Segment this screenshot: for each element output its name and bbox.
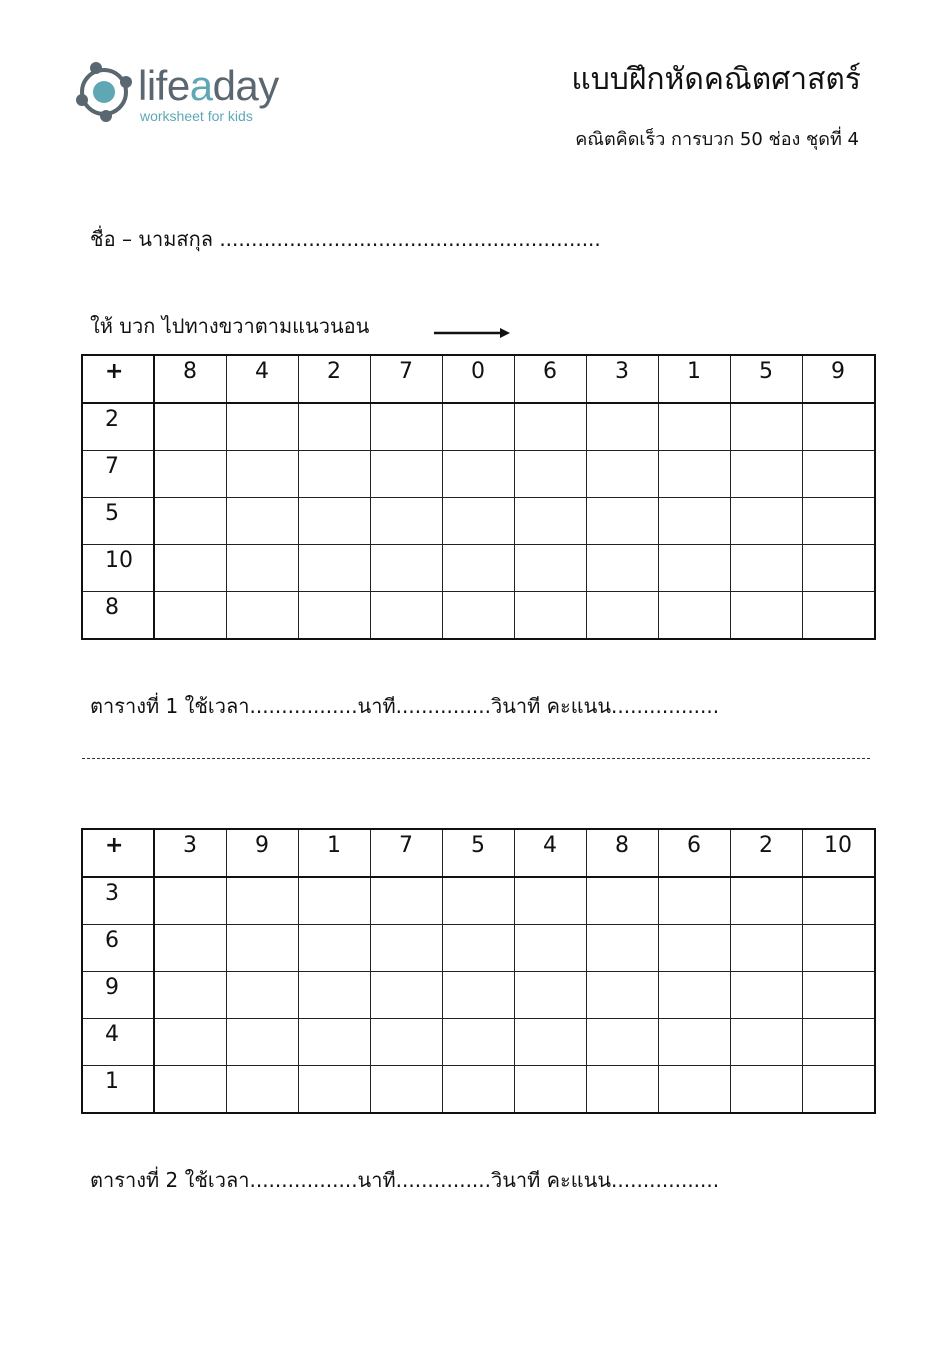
answer-cell[interactable] <box>514 972 586 1019</box>
column-header-cell: 4 <box>226 356 298 404</box>
column-header-cell: 7 <box>370 830 442 878</box>
answer-cell[interactable] <box>514 403 586 451</box>
answer-cell[interactable] <box>586 592 658 639</box>
answer-cell[interactable] <box>154 592 227 639</box>
header-row <box>83 830 875 878</box>
answer-cell[interactable] <box>730 1066 802 1113</box>
answer-cell[interactable] <box>370 925 442 972</box>
answer-cell[interactable] <box>298 592 370 639</box>
column-header-cell: 0 <box>442 356 514 404</box>
answer-cell[interactable] <box>730 545 802 592</box>
answer-cell[interactable] <box>226 1019 298 1066</box>
answer-cell[interactable] <box>658 877 730 925</box>
row-header-cell: 5 <box>83 498 154 545</box>
table-row <box>83 972 875 1019</box>
answer-cell[interactable] <box>586 972 658 1019</box>
answer-cell[interactable] <box>658 592 730 639</box>
answer-cell[interactable] <box>154 1066 227 1113</box>
column-header-cell: 8 <box>586 830 658 878</box>
column-header-cell: 10 <box>802 830 874 878</box>
answer-cell[interactable] <box>658 1066 730 1113</box>
answer-cell[interactable] <box>802 498 874 545</box>
answer-cell[interactable] <box>802 877 874 925</box>
row-header-cell: 6 <box>83 925 154 972</box>
column-header-cell: 4 <box>514 830 586 878</box>
header-row <box>83 356 875 404</box>
row-header-cell: 9 <box>83 972 154 1019</box>
column-header-cell: 9 <box>802 356 874 404</box>
answer-cell[interactable] <box>370 1066 442 1113</box>
operator-cell: + <box>83 356 154 404</box>
answer-cell[interactable] <box>298 451 370 498</box>
answer-cell[interactable] <box>442 592 514 639</box>
answer-cell[interactable] <box>586 1066 658 1113</box>
answer-cell[interactable] <box>154 925 227 972</box>
answer-cell[interactable] <box>802 451 874 498</box>
answer-cell[interactable] <box>226 592 298 639</box>
table-2-score-line[interactable]: ตารางที่ 2 ใช้เวลา.................นาที...............วินาที คะแนน................. <box>90 1168 720 1192</box>
answer-cell[interactable] <box>658 545 730 592</box>
answer-cell[interactable] <box>802 403 874 451</box>
answer-cell[interactable] <box>154 403 227 451</box>
table-row <box>83 545 875 592</box>
answer-cell[interactable] <box>370 451 442 498</box>
answer-cell[interactable] <box>226 498 298 545</box>
answer-cell[interactable] <box>298 403 370 451</box>
answer-cell[interactable] <box>442 972 514 1019</box>
table-row <box>83 498 875 545</box>
table-row <box>83 877 875 925</box>
arrow-right-icon <box>434 325 514 341</box>
answer-cell[interactable] <box>586 498 658 545</box>
answer-cell[interactable] <box>514 1066 586 1113</box>
answer-cell[interactable] <box>658 972 730 1019</box>
answer-cell[interactable] <box>442 1066 514 1113</box>
name-field-line[interactable]: ชื่อ – นามสกุล ............................................................ <box>90 227 601 251</box>
answer-cell[interactable] <box>370 877 442 925</box>
answer-cell[interactable] <box>154 545 227 592</box>
answer-cell[interactable] <box>298 545 370 592</box>
answer-cell[interactable] <box>154 877 227 925</box>
answer-cell[interactable] <box>802 1019 874 1066</box>
table-row <box>83 403 875 451</box>
column-header-cell: 5 <box>730 356 802 404</box>
answer-cell[interactable] <box>298 1019 370 1066</box>
row-header-cell: 7 <box>83 451 154 498</box>
answer-cell[interactable] <box>370 498 442 545</box>
column-header-cell: 5 <box>442 830 514 878</box>
answer-cell[interactable] <box>802 592 874 639</box>
answer-cell[interactable] <box>442 545 514 592</box>
answer-cell[interactable] <box>370 545 442 592</box>
addition-table-1 <box>82 355 875 639</box>
row-header-cell: 8 <box>83 592 154 639</box>
answer-cell[interactable] <box>586 877 658 925</box>
answer-cell[interactable] <box>226 403 298 451</box>
answer-cell[interactable] <box>658 498 730 545</box>
answer-cell[interactable] <box>226 1066 298 1113</box>
answer-cell[interactable] <box>442 403 514 451</box>
answer-cell[interactable] <box>514 592 586 639</box>
answer-cell[interactable] <box>370 403 442 451</box>
row-header-cell: 3 <box>83 877 154 925</box>
answer-cell[interactable] <box>658 1019 730 1066</box>
answer-cell[interactable] <box>658 403 730 451</box>
answer-cell[interactable] <box>442 877 514 925</box>
answer-cell[interactable] <box>298 877 370 925</box>
instruction-text: ให้ บวก ไปทางขวาตามแนวนอน <box>90 314 370 338</box>
answer-cell[interactable] <box>370 1019 442 1066</box>
logo-tagline: worksheet for kids <box>140 108 253 124</box>
answer-cell[interactable] <box>514 925 586 972</box>
column-header-cell: 8 <box>154 356 227 404</box>
answer-cell[interactable] <box>802 925 874 972</box>
answer-cell[interactable] <box>730 925 802 972</box>
answer-cell[interactable] <box>802 1066 874 1113</box>
answer-cell[interactable] <box>730 498 802 545</box>
answer-cell[interactable] <box>298 972 370 1019</box>
row-header-cell: 2 <box>83 403 154 451</box>
answer-cell[interactable] <box>226 877 298 925</box>
answer-cell[interactable] <box>442 451 514 498</box>
row-header-cell: 1 <box>83 1066 154 1113</box>
answer-cell[interactable] <box>586 403 658 451</box>
answer-cell[interactable] <box>226 972 298 1019</box>
column-header-cell: 6 <box>514 356 586 404</box>
answer-cell[interactable] <box>226 545 298 592</box>
answer-cell[interactable] <box>658 451 730 498</box>
answer-cell[interactable] <box>298 498 370 545</box>
answer-cell[interactable] <box>730 403 802 451</box>
column-header-cell: 2 <box>298 356 370 404</box>
answer-cell[interactable] <box>586 1019 658 1066</box>
addition-table-2 <box>82 829 875 1113</box>
table-row <box>83 451 875 498</box>
answer-cell[interactable] <box>514 1019 586 1066</box>
answer-cell[interactable] <box>730 1019 802 1066</box>
column-header-cell: 3 <box>586 356 658 404</box>
column-header-cell: 3 <box>154 830 227 878</box>
table-row <box>83 1066 875 1113</box>
answer-cell[interactable] <box>370 592 442 639</box>
answer-cell[interactable] <box>442 925 514 972</box>
answer-cell[interactable] <box>226 925 298 972</box>
answer-cell[interactable] <box>730 972 802 1019</box>
answer-cell[interactable] <box>514 498 586 545</box>
answer-cell[interactable] <box>586 545 658 592</box>
answer-cell[interactable] <box>370 972 442 1019</box>
answer-cell[interactable] <box>514 451 586 498</box>
column-header-cell: 2 <box>730 830 802 878</box>
column-header-cell: 7 <box>370 356 442 404</box>
column-header-cell: 9 <box>226 830 298 878</box>
answer-cell[interactable] <box>658 925 730 972</box>
answer-cell[interactable] <box>730 592 802 639</box>
column-header-cell: 1 <box>658 356 730 404</box>
answer-cell[interactable] <box>298 1066 370 1113</box>
column-header-cell: 6 <box>658 830 730 878</box>
table-row <box>83 925 875 972</box>
answer-cell[interactable] <box>442 1019 514 1066</box>
answer-cell[interactable] <box>154 451 227 498</box>
page-subtitle: คณิตคิดเร็ว การบวก 50 ช่อง ชุดที่ 4 <box>575 129 859 150</box>
operator-cell: + <box>83 830 154 878</box>
logo-wordmark: lifeaday <box>138 62 279 109</box>
answer-cell[interactable] <box>730 451 802 498</box>
column-header-cell: 1 <box>298 830 370 878</box>
table-row <box>83 1019 875 1066</box>
answer-cell[interactable] <box>442 498 514 545</box>
answer-cell[interactable] <box>154 1019 227 1066</box>
answer-cell[interactable] <box>154 972 227 1019</box>
answer-cell[interactable] <box>226 451 298 498</box>
row-header-cell: 4 <box>83 1019 154 1066</box>
table-row <box>83 592 875 639</box>
answer-cell[interactable] <box>154 498 227 545</box>
table-1-score-line[interactable]: ตารางที่ 1 ใช้เวลา.................นาที...............วินาที คะแนน................. <box>90 694 720 718</box>
answer-cell[interactable] <box>298 925 370 972</box>
answer-cell[interactable] <box>586 925 658 972</box>
answer-cell[interactable] <box>514 877 586 925</box>
answer-cell[interactable] <box>514 545 586 592</box>
answer-cell[interactable] <box>586 451 658 498</box>
row-header-cell: 10 <box>83 545 154 592</box>
answer-cell[interactable] <box>802 545 874 592</box>
answer-cell[interactable] <box>730 877 802 925</box>
answer-cell[interactable] <box>802 972 874 1019</box>
page-title: แบบฝึกหัดคณิตศาสตร์ <box>571 62 861 97</box>
cut-line-divider <box>82 758 870 759</box>
